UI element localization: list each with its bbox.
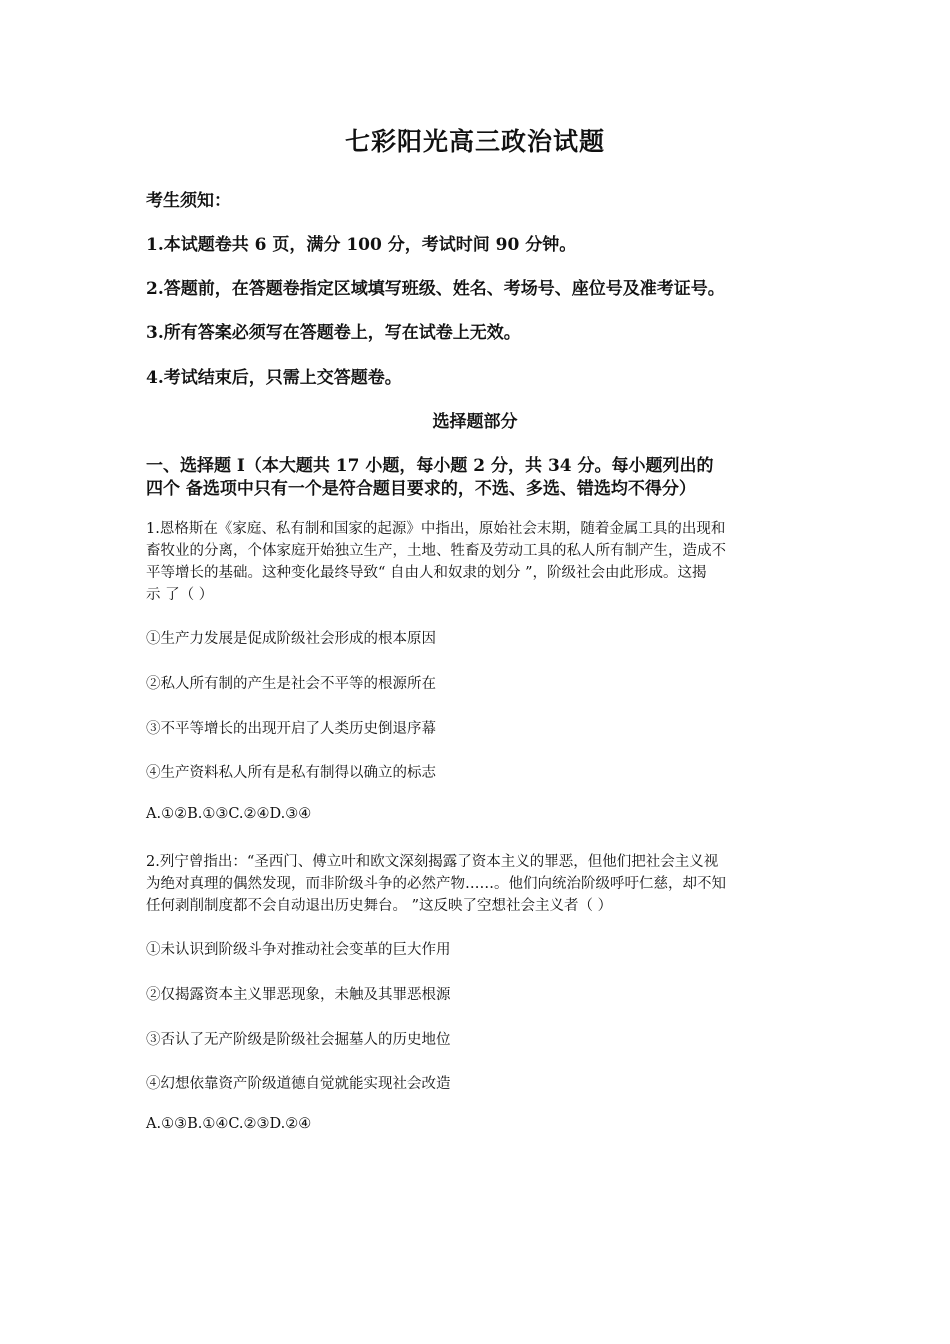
question-1-option: ①生产力发展是促成阶级社会形成的根本原因 [146,631,436,647]
question-1-stem [146,518,811,606]
question-2-option: ③否认了无产阶级是阶级社会掘墓人的历史地位 [146,1032,451,1048]
section-heading: 选择题部分 [432,412,518,432]
notice-item: 4.考试结束后，只需上交答题卷。 [146,368,402,388]
stem-line: 1.恩格斯在《家庭、私有制和国家的起源》中指出，原始社会末期，随着金属工具的出现和 [146,521,726,537]
part-heading-line: 四个 备选项中只有一个是符合题目要求的，不选、多选、错选均不得分） [146,479,696,499]
notice-item: 1.本试题卷共 6 页，满分 100 分，考试时间 90 分钟。 [146,235,577,255]
notice-item: 3.所有答案必须写在答题卷上，写在试卷上无效。 [146,323,521,343]
part-heading-line: 一、选择题 Ⅰ（本大题共 17 小题，每小题 2 分，共 34 分。每小题列出的 [146,456,714,476]
question-2-choices: A.①③B.①④C.②③D.②④ [146,1116,312,1132]
question-2-option: ①未认识到阶级斗争对推动社会变革的巨大作用 [146,942,451,958]
question-1-choices: A.①②B.①③C.②④D.③④ [146,806,312,822]
part-heading [146,455,826,501]
question-1-option: ③不平等增长的出现开启了人类历史倒退序幕 [146,721,436,737]
stem-line: 平等增长的基础。这种变化最终导致“ 自由人和奴隶的划分 ”，阶级社会由此形成。这揭 [146,565,707,581]
stem-line: 任何剥削制度都不会自动退出历史舞台。 ”这反映了空想社会主义者（ ） [146,898,613,914]
stem-line: 2.列宁曾指出：“圣西门、傅立叶和欧文深刻揭露了资本主义的罪恶，但他们把社会主义视 [146,854,719,870]
notice-item: 2.答题前，在答题卷指定区域填写班级、姓名、考场号、座位号及准考证号。 [146,279,725,299]
notice-heading: 考生须知： [146,191,231,211]
question-2-stem [146,851,811,917]
stem-line: 畜牧业的分离，个体家庭开始独立生产，土地、牲畜及劳动工具的私人所有制产生，造成不 [146,543,726,559]
stem-line: 示 了（ ） [146,587,214,603]
question-1-option: ④生产资料私人所有是私有制得以确立的标志 [146,765,436,781]
question-2-option: ②仅揭露资本主义罪恶现象，未触及其罪恶根源 [146,987,451,1003]
stem-line: 为绝对真理的偶然发现，而非阶级斗争的必然产物……。他们向统治阶级呼吁仁慈，却不知 [146,876,726,892]
question-1-option: ②私人所有制的产生是社会不平等的根源所在 [146,676,436,692]
question-2-option: ④幻想依靠资产阶级道德自觉就能实现社会改造 [146,1076,451,1092]
exam-title: 七彩阳光高三政治试题 [344,127,605,156]
